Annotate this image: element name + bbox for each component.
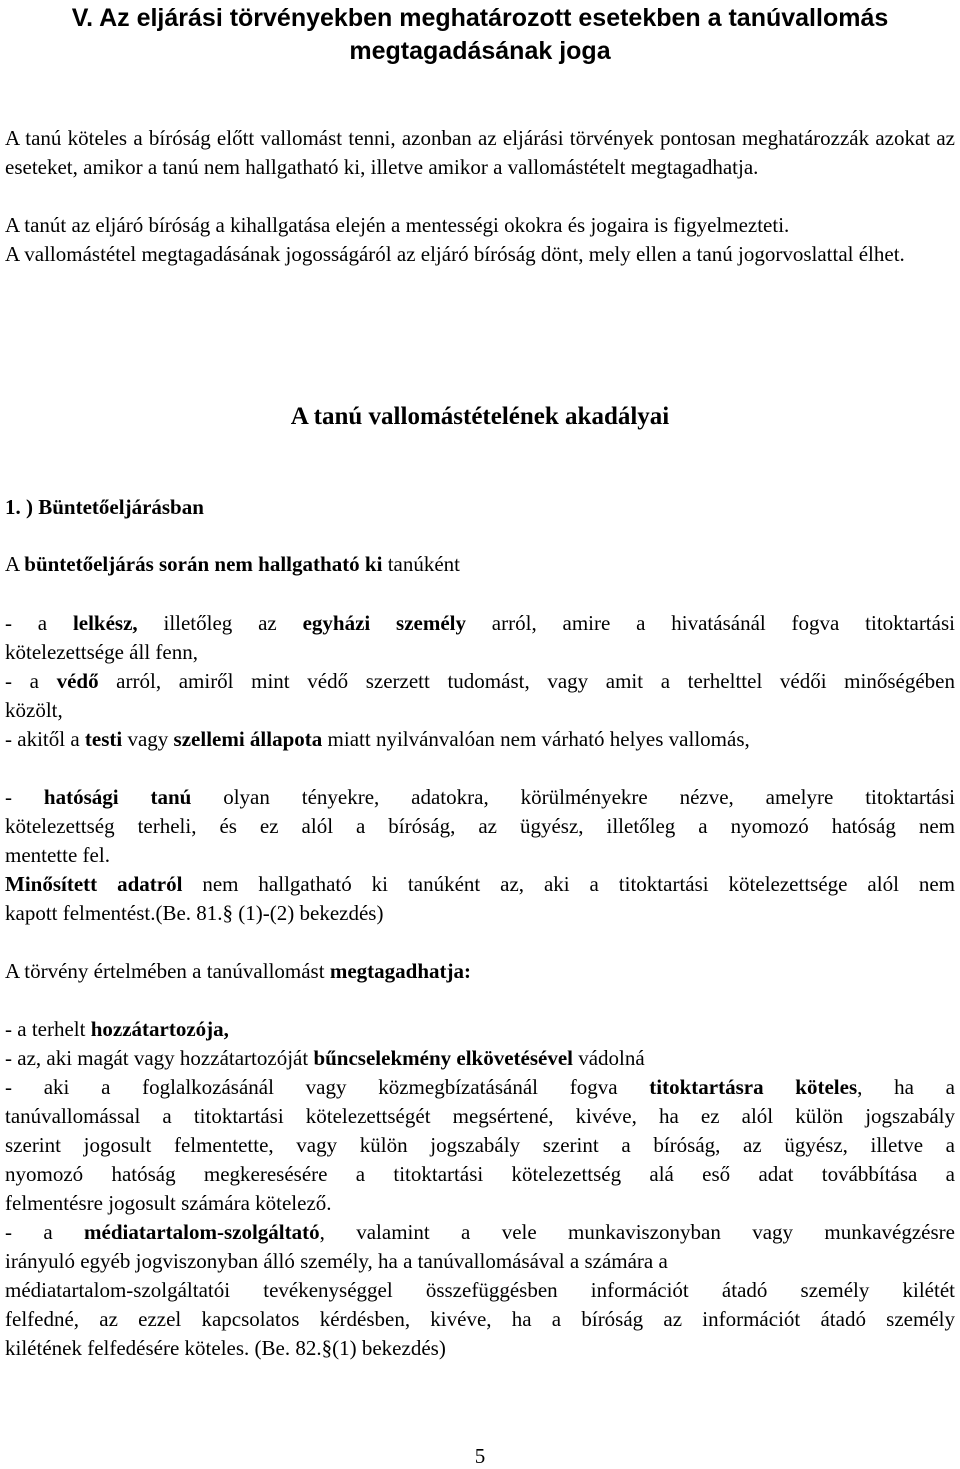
list-item-cont: kötelezettség terheli, és ez alól a bíróság, az ügyész, illetőleg a nyomozó hatóság nem [5,814,955,838]
intro-paragraph-2: A tanút az eljáró bíróság a kihallgatása elején a mentességi okokra és jogaira is figyelmezteti. [5,213,790,237]
list-item: - hatósági tanú olyan tényekre, adatokra, körülményekre nézve, amelyre titoktartási [5,785,956,809]
section-sign: § [222,901,234,925]
list-item: - a terhelt hozzátartozója, [5,1017,229,1041]
section-sign: § [321,1336,333,1360]
classified-data-cont: kapott felmentést.(Be. 81.§ (1)-(2) bekezdés) [5,901,384,925]
list-item: - a lelkész, illetőleg az egyházi személy arról, amire a hivatásánál fogva titoktartási [5,611,955,635]
criminal-lead: A büntetőeljárás során nem hallgatható ki tanúként [5,552,461,576]
list-item: - az, aki magát vagy hozzátartozóját bűncselekmény elkövetésével vádolná [5,1046,645,1070]
section-title: A tanú vallomástételének akadályai [290,403,670,430]
list-item-cont: tanúvallomással a titoktartási kötelezettségét megsértené, kivéve, ha ez alól külön jogszabály [5,1104,955,1128]
list-item: - aki a foglalkozásánál vagy közmegbízatásánál fogva titoktartásra köteles, ha a [5,1075,955,1099]
list-item-cont: irányuló egyéb jogviszonyban álló személy, ha a tanúvallomásával a számára a [5,1249,668,1273]
classified-data-line: Minősített adatról nem hallgatható ki tanúként az, aki a titoktartási kötelezettsége alól nem [5,872,955,896]
list-item: - a védő arról, amiről mint védő szerzett tudomást, vagy amit a terhelttel védői minőségében [5,669,955,693]
page-number: 5 [474,1444,486,1468]
chapter-title: V. Az eljárási törvényekben meghatározott esetekben a tanúvallomás megtagadásának joga [71,4,889,65]
list-item-cont: közölt, [5,698,63,722]
list-item-cont: kötelezettsége áll fenn, [5,640,198,664]
list-item-cont: mentette fel. [5,843,110,867]
criminal-heading: 1. ) Büntetőeljárásban [5,495,204,519]
list-item: - a médiatartalom-szolgáltató, valamint a vele munkaviszonyban vagy munkavégzésre [5,1220,955,1244]
intro-paragraph-1: A tanú köteles a bíróság előtt vallomást tenni, azonban az eljárási törvények pontosan meghatározzák azokat az eseteket, amikor a tanú nem hallgatható ki, illetve amikor a vallomástételt megtagadhatja. [5,126,955,179]
list-item-cont: nyomozó hatóság megkeresésére a titoktartási kötelezettség alá eső adat továbbítása a [5,1162,955,1186]
refusal-lead: A törvény értelmében a tanúvallomást megtagadhatja: [5,959,471,983]
list-item-cont: felfedné, az ezzel kapcsolatos kérdésben, kivéve, ha a bíróság az információt átadó személy [5,1307,955,1331]
list-item-cont: médiatartalom-szolgáltatói tevékenységgel összefüggésben információt átadó személy kilétét [5,1278,955,1302]
list-item: - akitől a testi vagy szellemi állapota miatt nyilvánvalóan nem várható helyes vallomás, [5,727,750,751]
intro-paragraph-3: A vallomástétel megtagadásának jogosságáról az eljáró bíróság dönt, mely ellen a tanú jogorvoslattal élhet. [5,242,905,266]
list-item-cont: felmentésre jogosult számára kötelező. [5,1191,332,1215]
list-item-cont: szerint jogosult felmentette, vagy külön jogszabály szerint a bíróság, az ügyész, illetve a [5,1133,955,1157]
list-item-cont: kilétének felfedésére köteles. (Be. 82.§(1) bekezdés) [5,1336,446,1360]
